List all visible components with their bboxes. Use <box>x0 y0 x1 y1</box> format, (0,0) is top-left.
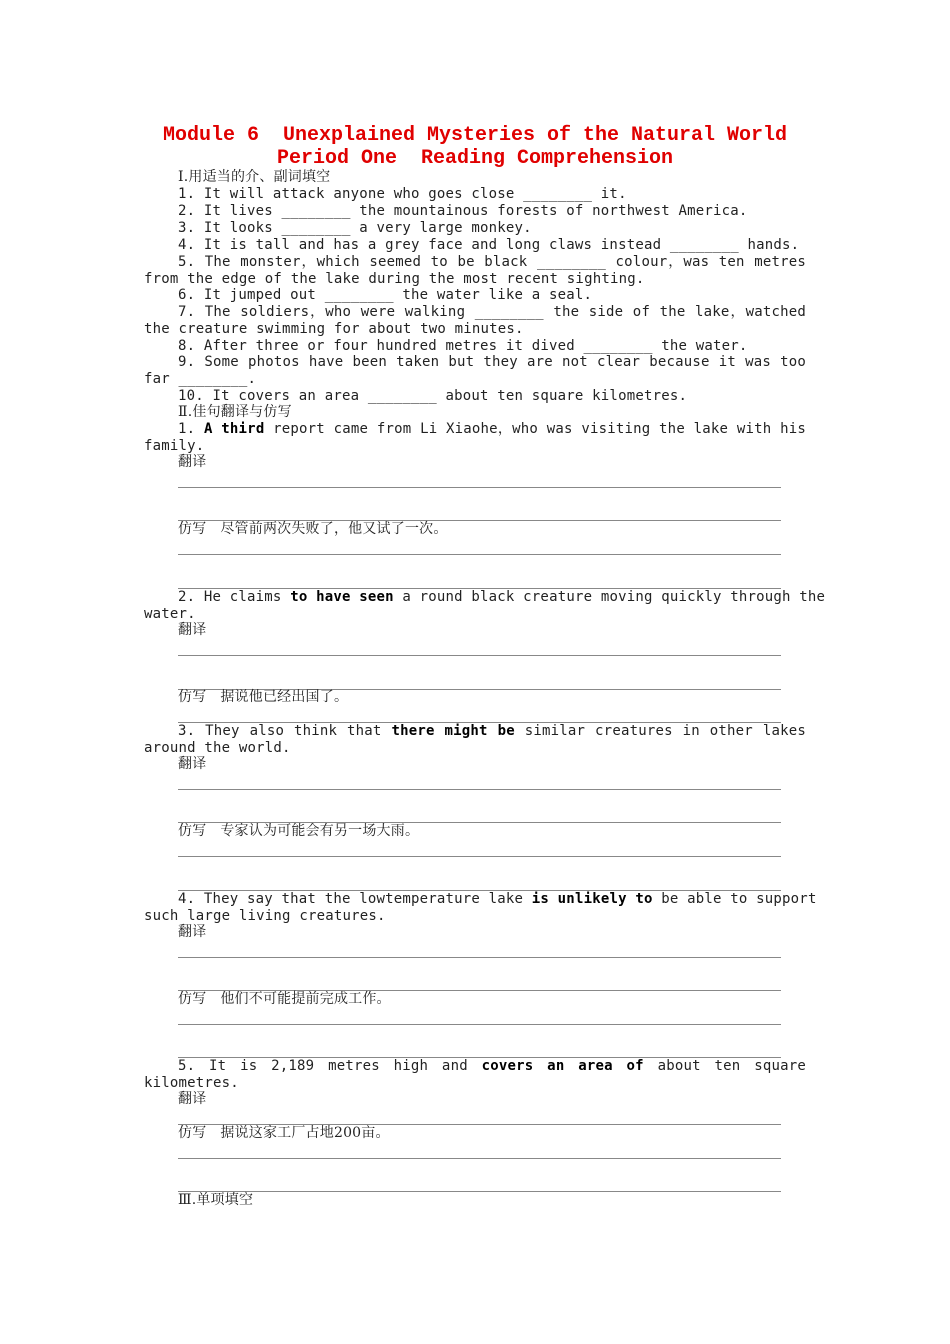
blank-item-4: 4. It is tall and has a grey face and long claws instead ________ hands. <box>178 237 800 253</box>
sentence-1-cont: family. <box>144 438 205 454</box>
answer-line <box>178 957 781 958</box>
blank-item-10: 10. It covers an area ________ about ten square kilometres. <box>178 388 688 404</box>
sentence-2-cont: water. <box>144 606 196 622</box>
section3-heading: Ⅲ.单项填空 <box>178 1192 254 1208</box>
sentence-4-cont: such large living creatures. <box>144 908 386 924</box>
answer-line <box>178 1191 781 1192</box>
key-phrase: is unlikely to <box>531 891 653 907</box>
answer-line <box>178 1158 781 1159</box>
translate-label: 翻译 <box>178 1091 207 1107</box>
sentence-1: 1. A third report came from Li Xiaohe，who was visiting the lake with his <box>178 421 806 437</box>
blank-item-7-cont: the creature swimming for about two minutes. <box>144 321 524 337</box>
answer-line <box>178 554 781 555</box>
answer-line <box>178 789 781 790</box>
imitate-row-4: 仿写 他们不可能提前完成工作。 <box>178 991 391 1007</box>
blank-item-2: 2. It lives ________ the mountainous forests of northwest America. <box>178 203 748 219</box>
translate-label: 翻译 <box>178 924 207 940</box>
key-phrase: there might be <box>391 723 515 739</box>
key-phrase: covers an area of <box>481 1058 644 1074</box>
translate-label: 翻译 <box>178 756 207 772</box>
imitate-row-5: 仿写 据说这家工厂占地200亩。 <box>178 1125 390 1141</box>
answer-line <box>178 1024 781 1025</box>
blank-item-3: 3. It looks ________ a very large monkey. <box>178 220 532 236</box>
blank-item-5-cont: from the edge of the lake during the most recent sighting. <box>144 271 645 287</box>
sentence-4: 4. They say that the lowtemperature lake is unlikely to be able to support <box>178 891 817 907</box>
blank-item-7: 7. The soldiers，who were walking ________ the side of the lake，watched <box>178 304 806 320</box>
imitate-row-1: 仿写 尽管前两次失败了，他又试了一次。 <box>178 521 448 537</box>
sentence-5-cont: kilometres. <box>144 1075 239 1091</box>
sentence-3: 3. They also think that there might be similar creatures in other lakes <box>178 723 806 739</box>
sentence-3-cont: around the world. <box>144 740 291 756</box>
translate-label: 翻译 <box>178 622 207 638</box>
period-title: Period One Reading Comprehension <box>276 147 674 170</box>
blank-item-8: 8. After three or four hundred metres it dived ________ the water. <box>178 338 748 354</box>
blank-item-9-cont: far ________. <box>144 371 257 387</box>
module-title: Module 6 Unexplained Mysteries of the Natural World <box>162 124 788 147</box>
key-phrase: to have seen <box>290 589 394 605</box>
answer-line <box>178 655 781 656</box>
imitate-row-2: 仿写 据说他已经出国了。 <box>178 689 349 705</box>
blank-item-9: 9. Some photos have been taken but they are not clear because it was too <box>178 354 806 370</box>
key-phrase: A third <box>203 421 265 437</box>
blank-item-1: 1. It will attack anyone who goes close ________ it. <box>178 186 627 202</box>
sentence-2: 2. He claims to have seen a round black creature moving quickly through the <box>178 589 826 605</box>
blank-item-5: 5. The monster，which seemed to be black ________ colour，was ten metres <box>178 254 806 270</box>
imitate-row-3: 仿写 专家认为可能会有另一场大雨。 <box>178 823 420 839</box>
translate-label: 翻译 <box>178 454 207 470</box>
section1-heading: Ⅰ.用适当的介、副词填空 <box>178 169 331 185</box>
blank-item-6: 6. It jumped out ________ the water like a seal. <box>178 287 593 303</box>
answer-line <box>178 856 781 857</box>
answer-line <box>178 487 781 488</box>
sentence-5: 5. It is 2,189 metres high and covers an area of about ten square <box>178 1058 806 1074</box>
section2-heading: Ⅱ.佳句翻译与仿写 <box>178 404 292 420</box>
